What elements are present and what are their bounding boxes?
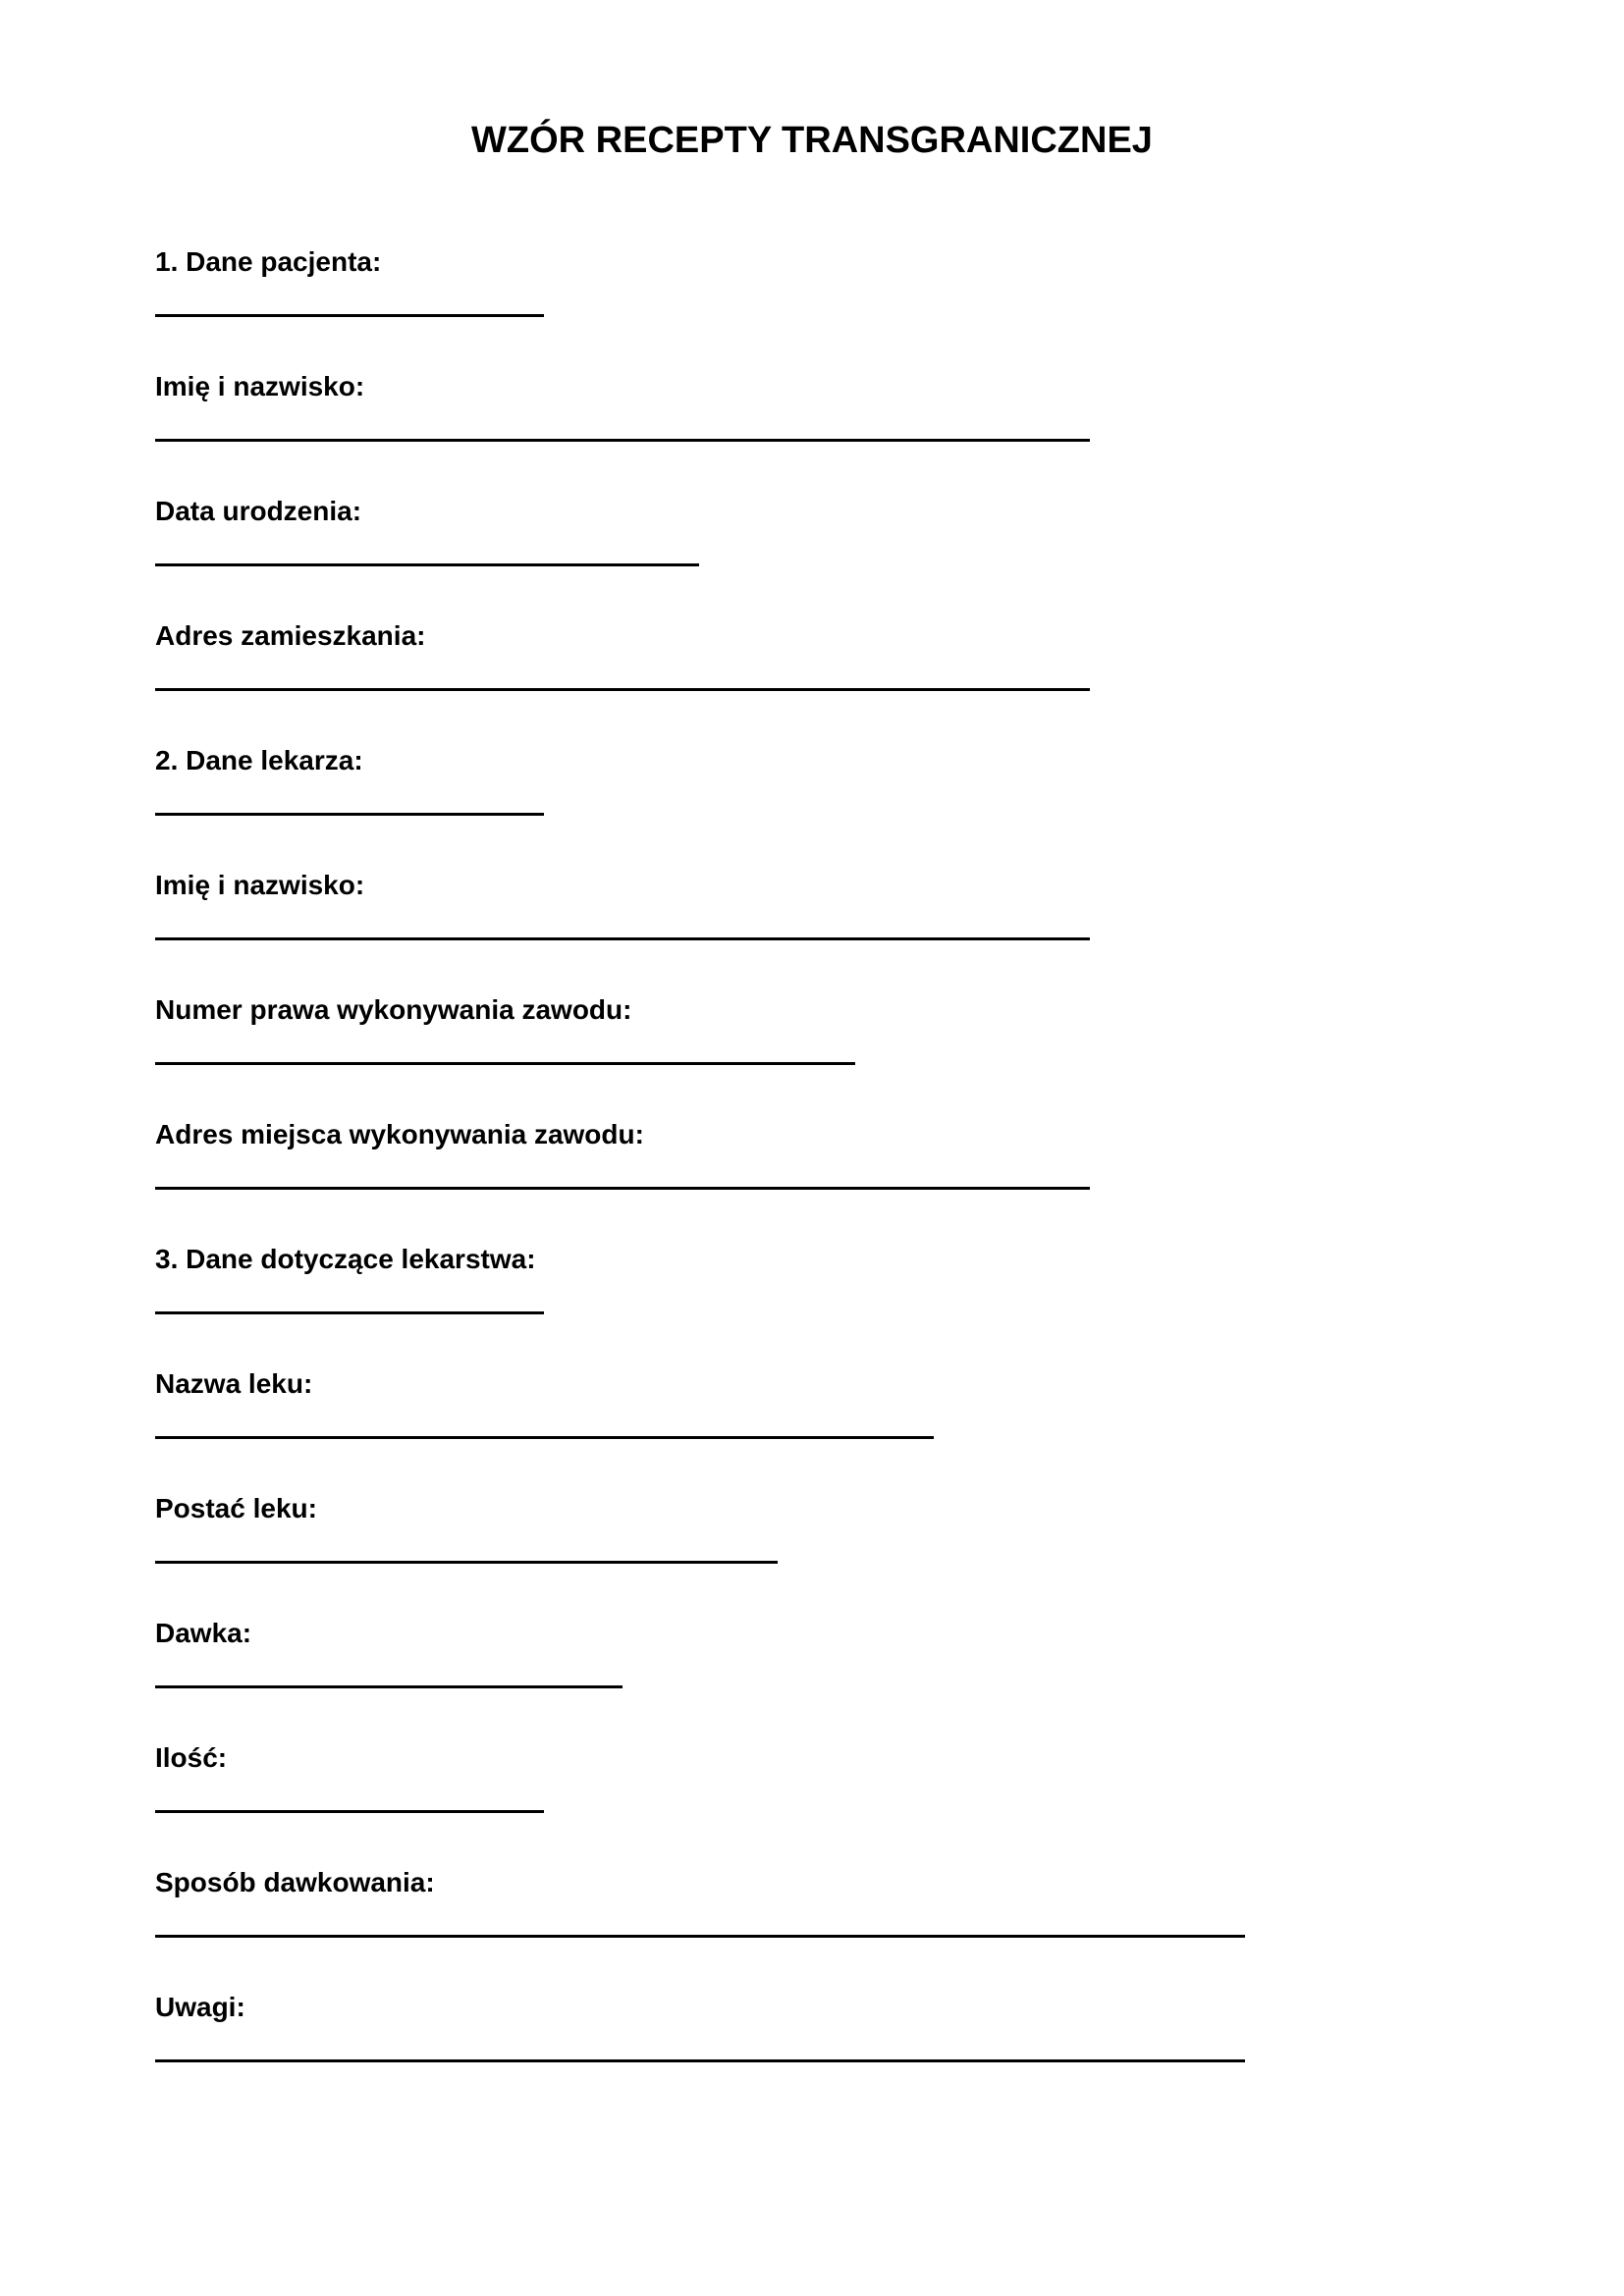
field-label: Uwagi: [155,1992,245,2022]
fill-in-line[interactable] [155,1685,623,1688]
prescription-form [155,0,1333,2296]
field-patient-name [155,370,1333,458]
section-doctor-data [155,744,1333,832]
fill-in-line[interactable] [155,1810,544,1813]
field-drug-form [155,1492,1333,1580]
field-doctor-name [155,869,1333,957]
field-dosage-method [155,1866,1333,1954]
fill-in-line[interactable] [155,1436,934,1439]
fill-in-line[interactable] [155,1561,778,1564]
field-label: Adres zamieszkania: [155,620,426,651]
fill-in-line[interactable] [155,314,544,317]
field-label: Data urodzenia: [155,496,362,526]
fill-in-line[interactable] [155,1935,1245,1938]
section-heading: 2. Dane lekarza: [155,745,363,775]
field-label: Imię i nazwisko: [155,870,365,900]
fill-in-line[interactable] [155,688,1090,691]
field-drug-name [155,1367,1333,1456]
field-label: Numer prawa wykonywania zawodu: [155,994,632,1025]
field-label: Ilość: [155,1742,228,1773]
document-title: WZÓR RECEPTY TRANSGRANICZNEJ [471,120,1153,161]
field-dose [155,1617,1333,1705]
fill-in-line[interactable] [155,2059,1245,2062]
section-patient-data [155,245,1333,334]
fill-in-line[interactable] [155,937,1090,940]
field-license-number [155,993,1333,1082]
field-birth-date [155,495,1333,583]
field-label: Sposób dawkowania: [155,1867,435,1897]
field-remarks [155,1991,1333,2079]
field-label: Adres miejsca wykonywania zawodu: [155,1119,644,1149]
field-label: Postać leku: [155,1493,317,1523]
field-label: Imię i nazwisko: [155,371,365,401]
field-label: Nazwa leku: [155,1368,313,1399]
field-label: Dawka: [155,1618,252,1648]
field-quantity [155,1741,1333,1830]
fill-in-line[interactable] [155,439,1090,442]
fill-in-line[interactable] [155,1311,544,1314]
section-medicine-data [155,1243,1333,1331]
section-heading: 1. Dane pacjenta: [155,246,382,277]
fill-in-line[interactable] [155,1187,1090,1190]
fill-in-line[interactable] [155,813,544,816]
section-heading: 3. Dane dotyczące lekarstwa: [155,1244,536,1274]
fill-in-line[interactable] [155,1062,855,1065]
field-practice-address [155,1118,1333,1206]
field-patient-address [155,619,1333,708]
fill-in-line[interactable] [155,563,699,566]
